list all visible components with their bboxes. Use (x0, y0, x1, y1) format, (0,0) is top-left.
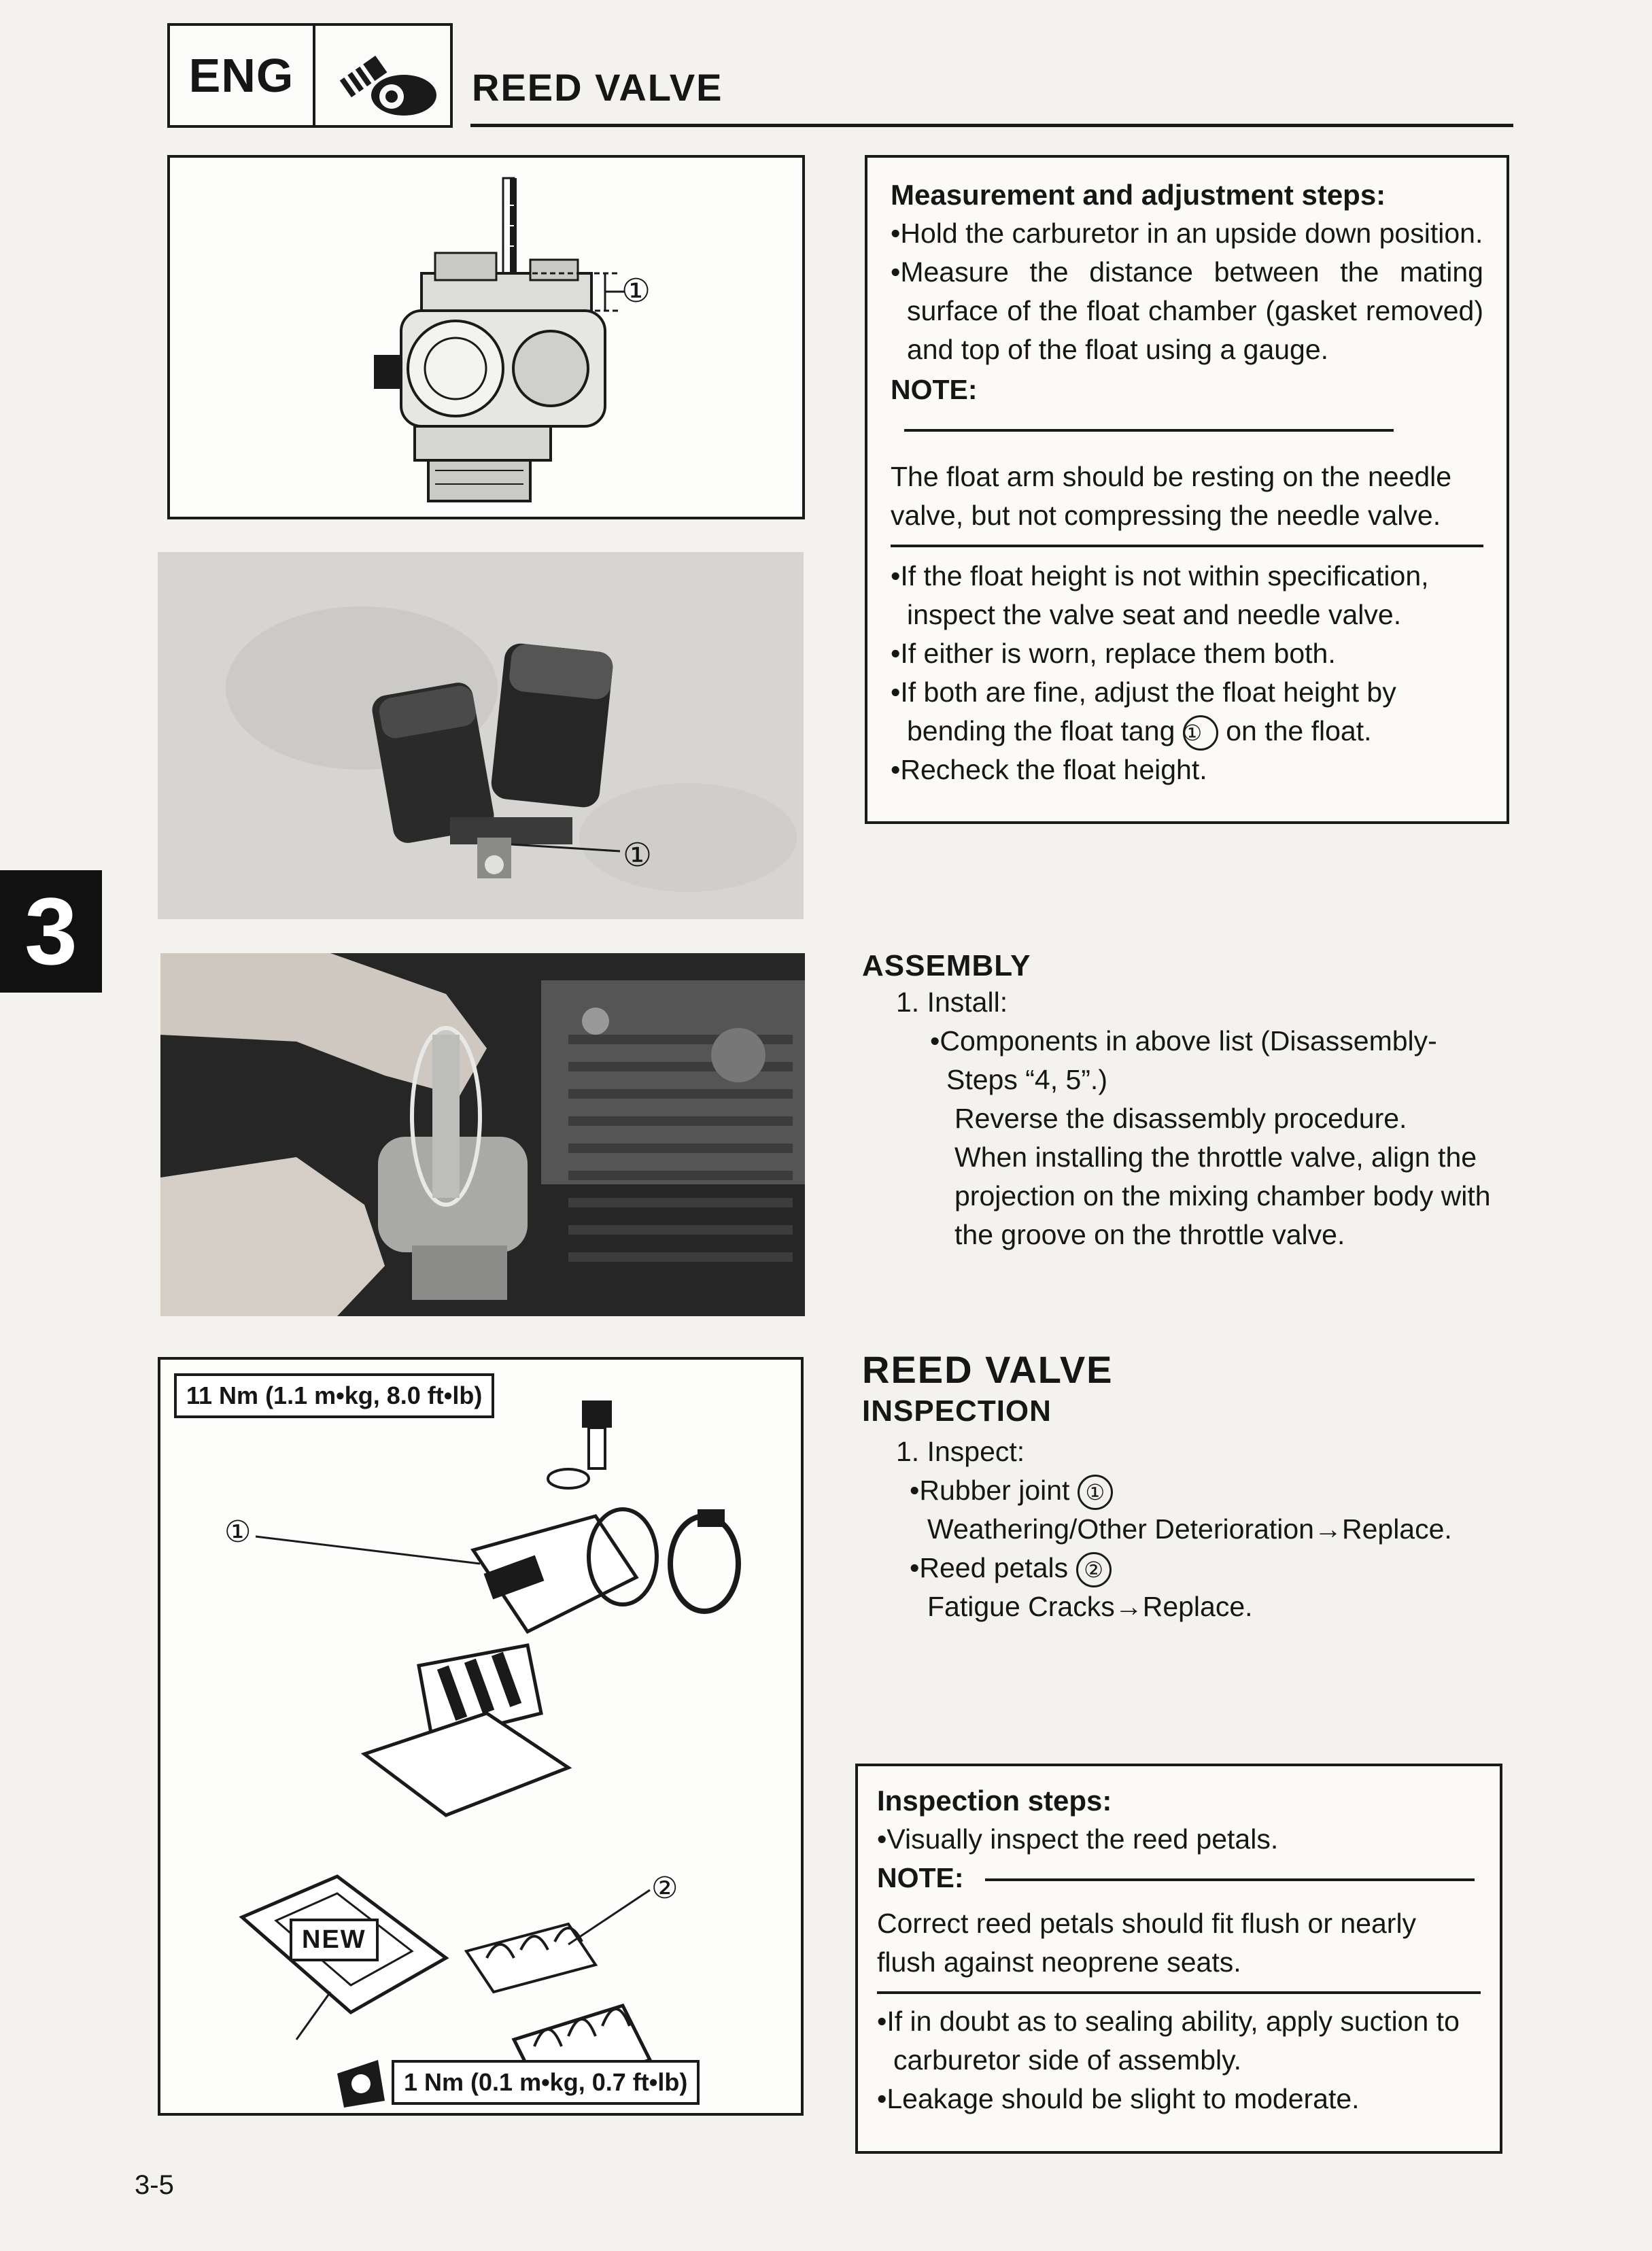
inspection-heading: Inspection steps: (877, 1785, 1112, 1817)
reed-item-2: •Reed petals (910, 1552, 1069, 1584)
assembly-line-1: Reverse the disassembly procedure. (954, 1103, 1407, 1134)
header-rule (470, 124, 1513, 127)
measurement-after-1: •If the float height is not within specification, inspect the valve seat and needle valve. (891, 560, 1429, 630)
chapter-tab: 3 (0, 870, 102, 993)
float-photo-drawing (158, 552, 804, 919)
rubber-joint-ref: ① (1078, 1475, 1113, 1510)
note-end-rule (891, 545, 1483, 547)
measurement-note-text: The float arm should be resting on the needle valve, but not compressing the needle valve. (891, 461, 1452, 531)
section-tag (167, 23, 453, 128)
assembly-step: 1. Install: (896, 986, 1008, 1018)
inspection-note-rule (985, 1878, 1475, 1881)
section-tag-label: ENG (170, 26, 315, 125)
measurement-note-row (891, 371, 1483, 448)
tang-ref: ① (1183, 715, 1218, 751)
reed-item-1-row (862, 1471, 1515, 1510)
inspection-note-text: Correct reed petals should fit flush or nearly flush against neoprene seats. (877, 1908, 1417, 1978)
inspection-note-end-rule (877, 1991, 1481, 1994)
assembly-heading: ASSEMBLY (862, 949, 1031, 982)
carb-callout-label: ① (621, 273, 651, 309)
torque-spec-bottom: 1 Nm (0.1 m•kg, 0.7 ft•lb) (392, 2060, 700, 2105)
inspection-after-1: •If in doubt as to sealing ability, apply suction to carburetor side of assembly. (877, 2006, 1460, 2076)
float-callout-label: ① (623, 838, 653, 874)
measurement-step-2: •Measure the distance between the mating surface of the float chamber (gasket removed) and top of the float using a gauge. (891, 256, 1483, 365)
reed-item-2-detail: Fatigue Cracks→Replace. (927, 1591, 1253, 1623)
reed-callout-2: ② (651, 1872, 678, 1905)
measurement-after-3-row (891, 673, 1483, 751)
reed-valve-drawing (160, 1360, 801, 2113)
assembly-bullet: •Components in above list (Disassembly-Steps “4, 5”.) (930, 1025, 1437, 1095)
reed-item-2-row (862, 1549, 1515, 1587)
install-photo (160, 953, 805, 1316)
reed-item-1: •Rubber joint (910, 1475, 1070, 1506)
new-gasket-tag: NEW (290, 1919, 379, 1961)
measurement-after-2: •If either is worn, replace them both. (891, 638, 1336, 669)
carburetor-drawing (170, 158, 802, 517)
measurement-after-5: •Recheck the float height. (891, 754, 1207, 786)
install-photo-drawing (160, 953, 805, 1316)
assembly-section (862, 949, 1501, 1254)
inspection-step: •Visually inspect the reed petals. (877, 1823, 1279, 1855)
note-rule (904, 429, 1394, 432)
page-title: REED VALVE (472, 66, 723, 109)
measurement-steps-box (865, 155, 1509, 824)
reed-heading: REED VALVE (862, 1348, 1114, 1391)
reed-subheading: INSPECTION (862, 1394, 1052, 1428)
measurement-after-4: on the float. (1226, 715, 1372, 746)
measurement-heading: Measurement and adjustment steps: (891, 179, 1386, 211)
reed-step: 1. Inspect: (896, 1436, 1025, 1467)
reed-petals-ref: ② (1076, 1552, 1112, 1587)
measurement-after-3: •If both are fine, adjust the float height by bending the float tang (891, 676, 1396, 746)
measurement-note-label: NOTE: (891, 374, 978, 405)
float-photo (158, 552, 804, 919)
reed-valve-figure (158, 1357, 804, 2116)
inspection-note-label: NOTE: (877, 1862, 964, 1893)
reed-inspection-section (862, 1347, 1515, 1626)
assembly-line-2: When installing the throttle valve, align the projection on the mixing chamber body with the groove on the throttle valve. (954, 1141, 1491, 1250)
page-number: 3-5 (135, 2170, 174, 2200)
carburetor-figure (167, 155, 805, 519)
reed-item-1-detail: Weathering/Other Deterioration→Replace. (927, 1513, 1452, 1545)
torque-spec-top: 11 Nm (1.1 m•kg, 8.0 ft•lb) (174, 1373, 494, 1418)
measurement-step-1: •Hold the carburetor in an upside down position. (891, 218, 1483, 249)
reed-callout-1: ① (224, 1515, 252, 1549)
engine-icon (329, 35, 445, 120)
inspection-note-row (877, 1859, 1481, 1897)
inspection-steps-box (855, 1764, 1502, 2154)
inspection-after-2: •Leakage should be slight to moderate. (877, 2083, 1360, 2114)
